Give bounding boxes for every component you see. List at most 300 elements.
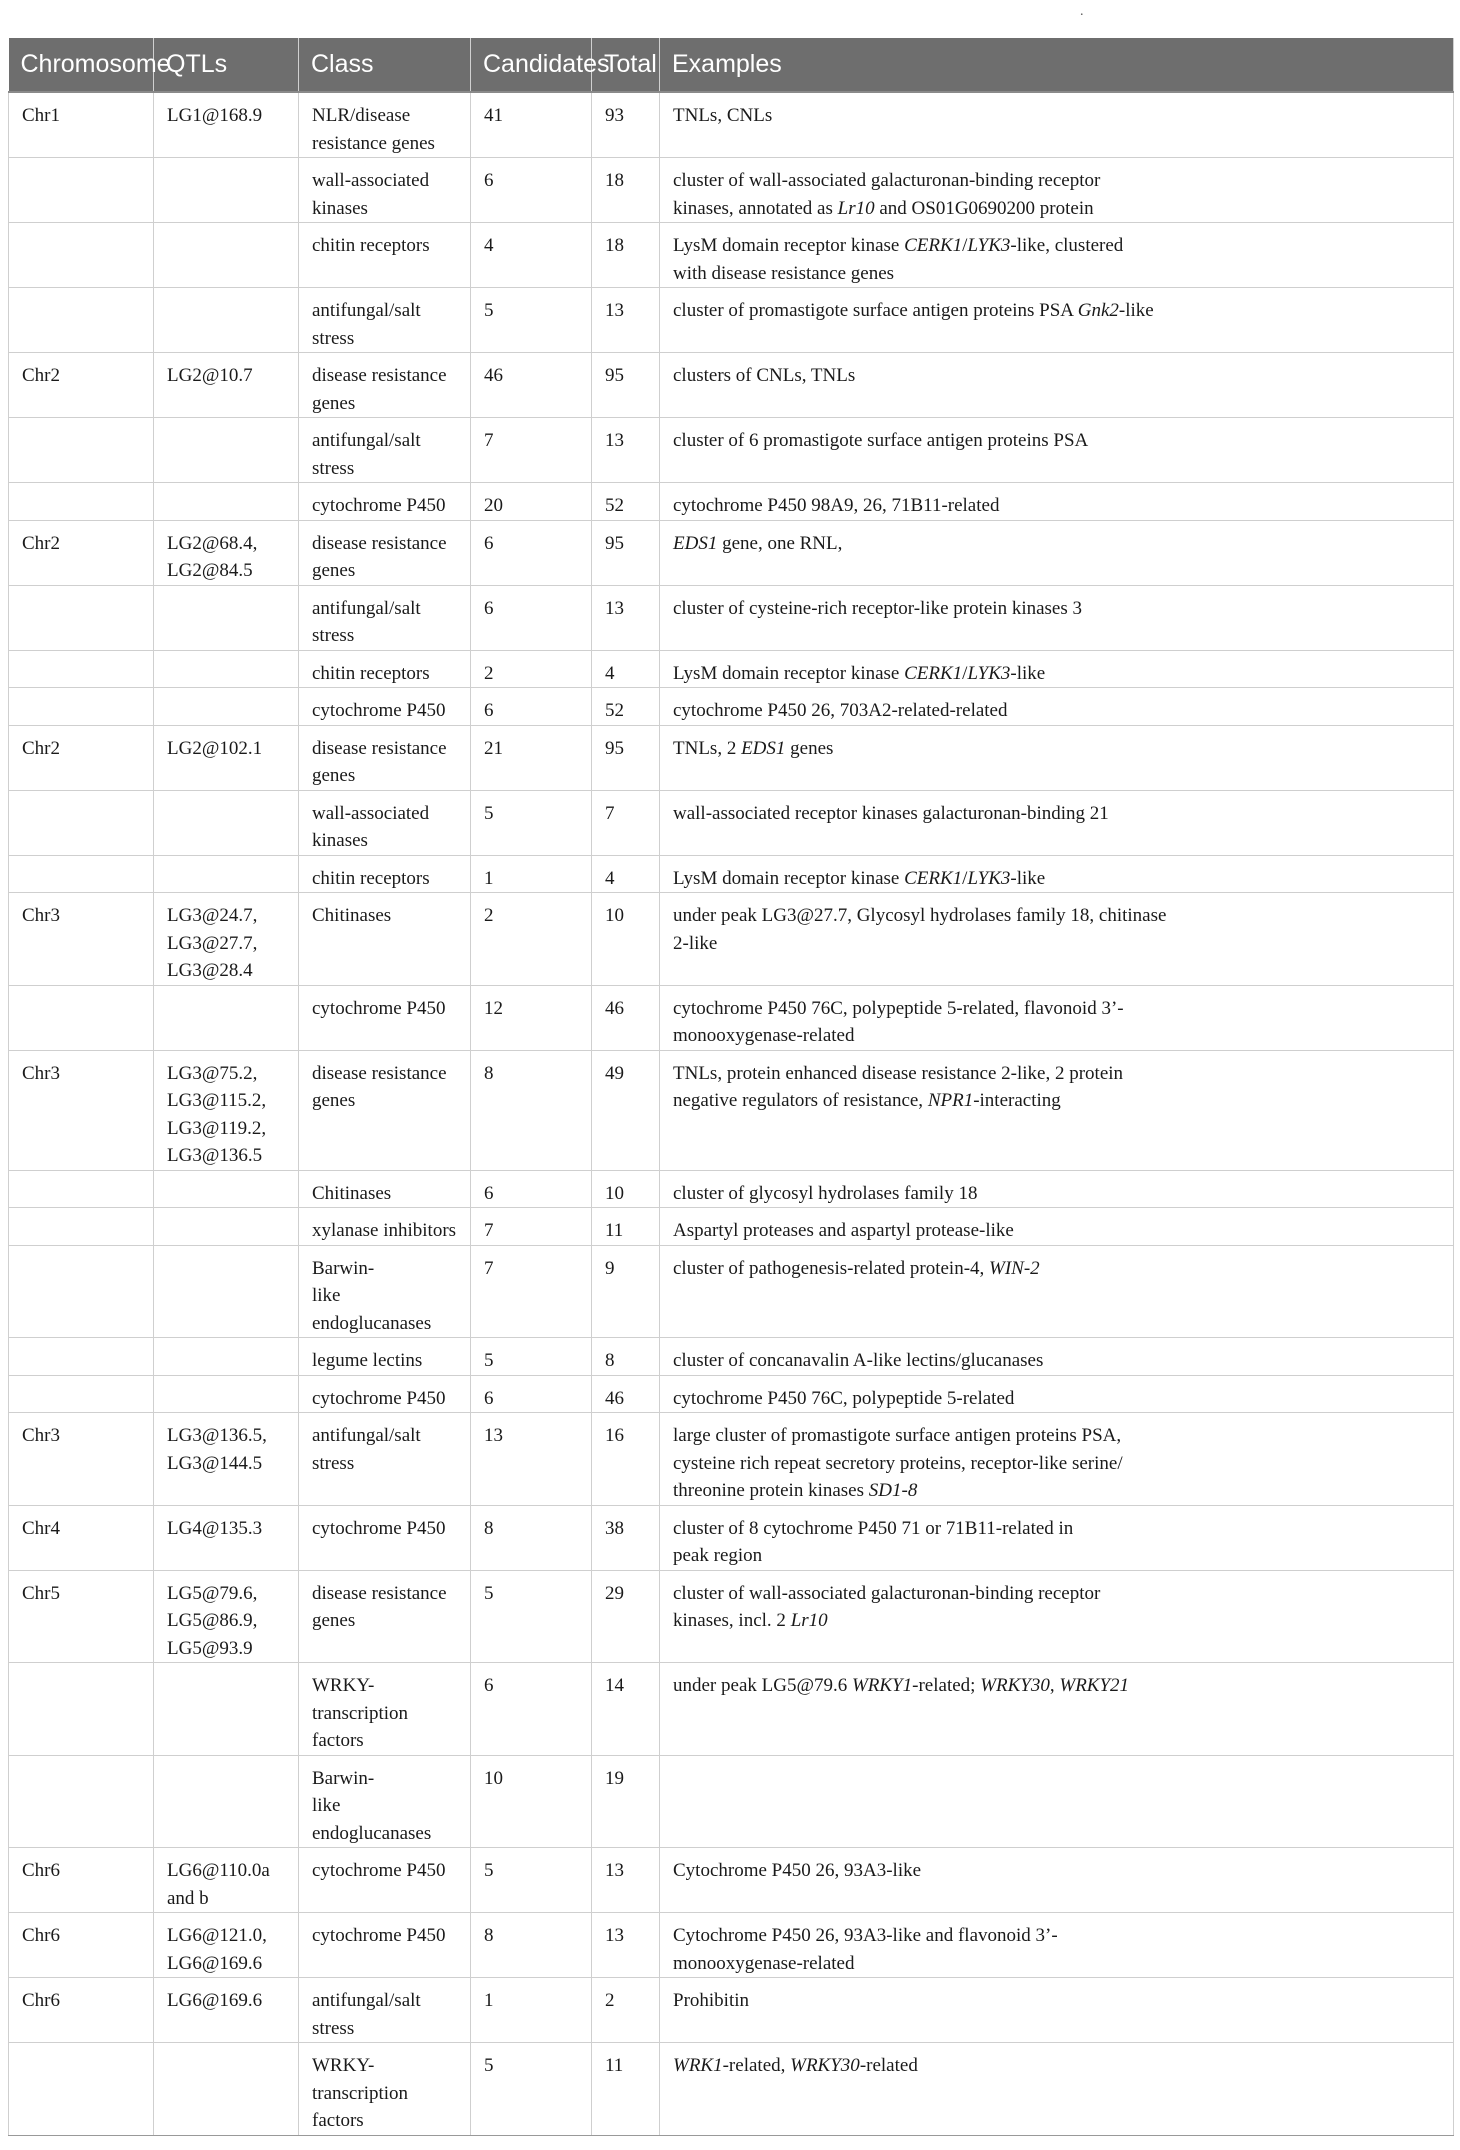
example-text: monooxygenase-related [673,1952,855,1974]
class-cell-line: disease resistance genes [312,737,447,786]
example-text: peak region [673,1545,763,1566]
qtl-cell [154,483,299,521]
example-text: cluster of promastigote surface antigen proteins PSA [673,300,1078,321]
class-cell [299,1755,471,1848]
example-text: -like [1010,662,1046,684]
candidates-cell: 6 [471,1375,592,1413]
examples-cell [660,418,1454,483]
examples-cell [660,1208,1454,1246]
candidates-cell: 5 [471,1338,592,1376]
examples-cell [660,1413,1454,1506]
total-cell: 16 [592,1413,660,1506]
example-text: cytochrome P450 76C, polypeptide 5-related [673,1387,1015,1409]
gene-name: NPR1 [927,1090,974,1111]
example-text: cluster of 6 promastigote surface antigen proteins PSA [673,430,1089,451]
total-cell: 18 [592,223,660,288]
total-cell: 4 [592,855,660,893]
qtl-cell-line: LG3@136.5 [167,1145,263,1166]
total-cell: 13 [592,1913,660,1978]
qtl-cell [154,520,299,585]
chromosome-cell: Chr6 [9,1978,154,2043]
chromosome-cell [9,1170,154,1208]
table-row [9,985,1454,1050]
gene-name: CERK1 [904,235,963,256]
qtl-cell [154,1913,299,1978]
class-cell [299,1978,471,2043]
example-text: large cluster of promastigote surface antigen proteins PSA, [673,1425,1122,1446]
qtl-cell [154,288,299,353]
qtl-cell [154,1663,299,1756]
example-text: monooxygenase-related [673,1025,855,1046]
gene-name: SD1-8 [868,1480,918,1501]
class-cell-line: antifungal/salt stress [312,300,421,349]
gene-name: LYK3 [967,662,1011,684]
candidates-cell: 46 [471,353,592,418]
total-cell: 18 [592,158,660,223]
class-cell [299,725,471,790]
gene-name: LYK3 [967,235,1011,256]
table-row [9,1245,1454,1338]
total-cell: 8 [592,1338,660,1376]
chromosome-cell [9,650,154,688]
candidates-cell: 6 [471,1663,592,1756]
gene-name: CERK1 [904,867,963,889]
example-text: kinases, annotated as [673,197,838,219]
total-cell: 95 [592,725,660,790]
example-text: Cytochrome P450 26, 93A3-like and flavonoid 3’- [673,1925,1058,1946]
table-row [9,1848,1454,1913]
table-row [9,585,1454,650]
example-text: / [962,235,968,256]
examples-cell [660,585,1454,650]
chromosome-cell [9,158,154,223]
candidates-cell: 6 [471,1170,592,1208]
class-cell-line: disease resistance genes [312,365,447,414]
chromosome-cell [9,1245,154,1338]
example-text: under peak LG5@79.6 [673,1675,852,1696]
class-cell-line: xylanase inhibitors [312,1220,457,1241]
example-text: kinases, incl. 2 [673,1610,791,1631]
examples-cell [660,790,1454,855]
class-cell [299,1505,471,1570]
chromosome-cell: Chr6 [9,1913,154,1978]
examples-cell [660,855,1454,893]
candidates-cell: 10 [471,1755,592,1848]
chromosome-cell [9,223,154,288]
class-cell [299,650,471,688]
class-cell-line: like endoglucanases [312,1285,432,1334]
qtl-cell [154,855,299,893]
example-text: gene, one RNL, [717,532,843,554]
table-row [9,158,1454,223]
examples-cell [660,1848,1454,1913]
class-cell-line: disease resistance genes [312,1062,447,1111]
qtl-cell [154,790,299,855]
total-cell: 11 [592,1208,660,1246]
class-cell-line: WRKY- [312,2055,375,2076]
example-text: with disease resistance genes [673,262,895,284]
total-cell: 13 [592,1848,660,1913]
candidates-cell: 5 [471,1570,592,1663]
candidates-cell: 41 [471,92,592,158]
example-text: -related; [912,1675,981,1696]
header-row [9,38,1454,92]
class-cell-line: transcription factors [312,1702,409,1751]
example-text: LysM domain receptor kinase [673,662,905,684]
total-cell: 29 [592,1570,660,1663]
qtl-cell-line: LG5@86.9, [167,1610,258,1631]
examples-cell [660,1338,1454,1376]
qtl-cell [154,1208,299,1246]
examples-cell [660,483,1454,521]
table-row [9,1913,1454,1978]
example-text: LysM domain receptor kinase [673,867,905,889]
class-cell [299,1570,471,1663]
qtl-cell [154,1050,299,1170]
table-row [9,1570,1454,1663]
table-row [9,1338,1454,1376]
qtl-cell-line: LG2@84.5 [167,560,253,581]
class-cell-line: antifungal/salt stress [312,430,421,479]
total-cell: 46 [592,985,660,1050]
candidates-cell: 7 [471,1245,592,1338]
candidates-cell: 6 [471,688,592,726]
qtl-cell [154,1338,299,1376]
gene-name: CERK1 [904,662,963,684]
total-cell: 52 [592,688,660,726]
class-cell-line: cytochrome P450 [312,1517,446,1539]
qtl-cell-line: LG5@79.6, [167,1582,258,1604]
qtl-cell-line: LG3@27.7, [167,932,258,954]
header-total: Total [592,38,660,92]
qtl-cell [154,650,299,688]
class-cell-line: WRKY- [312,1675,375,1696]
table-row [9,855,1454,893]
class-cell [299,353,471,418]
table-row [9,1413,1454,1506]
examples-cell [660,353,1454,418]
chromosome-cell [9,1338,154,1376]
qtl-cell [154,223,299,288]
example-text: TNLs, 2 [673,737,742,759]
candidates-cell: 20 [471,483,592,521]
class-cell [299,158,471,223]
example-text: cluster of glycosyl hydrolases family 18 [673,1182,978,1204]
qtl-cell [154,1570,299,1663]
total-cell: 14 [592,1663,660,1756]
class-cell-line: cytochrome P450 [312,700,446,721]
class-cell [299,92,471,158]
class-cell-line: disease resistance genes [312,1582,447,1631]
examples-cell [660,288,1454,353]
chromosome-cell: Chr6 [9,1848,154,1913]
examples-cell [660,1245,1454,1338]
qtl-cell-line: LG3@24.7, [167,905,258,926]
example-text: cluster of pathogenesis-related protein-4, [673,1257,990,1279]
example-text: -like [1010,867,1046,889]
qtl-cell-line: LG3@136.5, [167,1425,267,1446]
class-cell [299,893,471,986]
qtl-cell [154,893,299,986]
example-text: 2-like [673,932,718,954]
class-cell [299,1050,471,1170]
examples-cell [660,158,1454,223]
chromosome-cell [9,288,154,353]
candidates-cell: 5 [471,1848,592,1913]
class-cell-line: antifungal/salt stress [312,1425,421,1474]
class-cell [299,1375,471,1413]
total-cell: 10 [592,893,660,986]
candidates-cell: 6 [471,158,592,223]
qtl-cell [154,688,299,726]
chromosome-cell [9,585,154,650]
example-text: clusters of CNLs, TNLs [673,365,856,386]
example-text: TNLs, protein enhanced disease resistance 2-like, 2 protein [673,1062,1124,1084]
total-cell: 52 [592,483,660,521]
table-row [9,288,1454,353]
example-text: and OS01G0690200 protein [874,197,1094,219]
total-cell: 13 [592,288,660,353]
class-cell-line: transcription factors [312,2082,409,2131]
qtl-cell [154,1755,299,1848]
chromosome-cell [9,855,154,893]
class-cell [299,688,471,726]
examples-cell [660,650,1454,688]
qtl-cell [154,1505,299,1570]
qtl-cell-line: LG2@10.7 [167,365,253,386]
examples-cell [660,520,1454,585]
example-text: / [962,867,968,889]
qtl-cell-line: LG3@28.4 [167,960,253,981]
class-cell [299,1245,471,1338]
candidates-cell: 2 [471,893,592,986]
chromosome-cell: Chr2 [9,520,154,585]
gene-name: Lr10 [837,197,875,219]
total-cell: 38 [592,1505,660,1570]
example-text: Aspartyl proteases and aspartyl protease-like [673,1220,1014,1241]
header-qtls: QTLs [154,38,299,92]
class-cell [299,1170,471,1208]
qtl-cell [154,1375,299,1413]
candidates-cell: 13 [471,1413,592,1506]
class-cell-line: wall-associated kinases [312,170,430,219]
candidates-cell: 6 [471,520,592,585]
example-text: TNLs, CNLs [673,105,773,126]
table-row [9,353,1454,418]
examples-cell [660,1913,1454,1978]
total-cell: 49 [592,1050,660,1170]
table-row [9,483,1454,521]
example-text: -related [859,2055,918,2076]
table-row [9,2043,1454,2136]
chromosome-cell [9,985,154,1050]
table-row [9,520,1454,585]
chromosome-cell [9,1208,154,1246]
table-row [9,688,1454,726]
example-text: wall-associated receptor kinases galacturonan-binding 21 [673,802,1109,824]
candidates-cell: 8 [471,1505,592,1570]
class-cell-line: NLR/disease [312,105,411,126]
class-cell-line: disease resistance genes [312,532,447,581]
gene-name: WRKY21 [1059,1675,1130,1696]
class-cell-line: cytochrome P450 [312,1387,446,1409]
example-text: cytochrome P450 98A9, 26, 71B11-related [673,495,1000,516]
total-cell: 95 [592,353,660,418]
candidates-cell: 4 [471,223,592,288]
total-cell: 9 [592,1245,660,1338]
examples-cell [660,2043,1454,2136]
example-text: cytochrome P450 26, 703A2-related-related [673,700,1008,721]
gene-name: Lr10 [790,1610,828,1631]
table-row [9,1208,1454,1246]
class-cell-line: chitin receptors [312,235,430,256]
total-cell: 13 [592,418,660,483]
qtl-cell-line: LG6@121.0, [167,1925,267,1946]
qtl-cell [154,1245,299,1338]
table-row [9,1375,1454,1413]
example-text: cluster of concanavalin A-like lectins/glucanases [673,1350,1044,1371]
table-row [9,1663,1454,1756]
chromosome-cell: Chr5 [9,1570,154,1663]
qtl-cell [154,1170,299,1208]
gene-name: Gnk2 [1077,300,1119,321]
examples-cell [660,893,1454,986]
class-cell [299,985,471,1050]
header-chromosome: Chromosome [9,38,154,92]
candidates-cell: 7 [471,418,592,483]
class-cell [299,855,471,893]
candidates-cell: 5 [471,288,592,353]
class-cell-line: like endoglucanases [312,1795,432,1844]
chromosome-cell: Chr3 [9,1413,154,1506]
total-cell: 7 [592,790,660,855]
class-cell-line: cytochrome P450 [312,1925,446,1946]
example-text: / [962,662,968,684]
total-cell: 10 [592,1170,660,1208]
total-cell: 11 [592,2043,660,2136]
table-row [9,790,1454,855]
examples-cell [660,223,1454,288]
class-cell [299,223,471,288]
example-text: cytochrome P450 76C, polypeptide 5-related, flavonoid 3’- [673,997,1124,1019]
example-text: -like, clustered [1010,235,1124,256]
table-row [9,725,1454,790]
qtl-cell-line: LG6@110.0a and b [167,1860,270,1909]
example-text: under peak LG3@27.7, Glycosyl hydrolases family 18, chitinase [673,905,1167,926]
class-cell-line: Barwin- [312,1257,375,1279]
examples-cell [660,1978,1454,2043]
examples-cell [660,1505,1454,1570]
example-text: Prohibitin [673,1990,750,2011]
class-cell-line: legume lectins [312,1350,423,1371]
examples-cell [660,1050,1454,1170]
examples-cell [660,1663,1454,1756]
example-text: -related, [722,2055,791,2076]
chromosome-cell: Chr1 [9,92,154,158]
candidates-cell: 8 [471,1050,592,1170]
chromosome-cell: Chr3 [9,893,154,986]
class-cell [299,418,471,483]
table-row [9,1050,1454,1170]
qtl-cell [154,353,299,418]
class-cell-line: antifungal/salt stress [312,1990,421,2039]
header-class: Class [299,38,471,92]
total-cell: 13 [592,585,660,650]
header-examples: Examples [660,38,1454,92]
total-cell: 93 [592,92,660,158]
total-cell: 46 [592,1375,660,1413]
gene-name: LYK3 [967,867,1011,889]
examples-cell [660,688,1454,726]
class-cell [299,288,471,353]
candidate-genes-table [8,38,1454,2136]
examples-cell [660,985,1454,1050]
examples-cell [660,1170,1454,1208]
examples-cell [660,1375,1454,1413]
chromosome-cell [9,1663,154,1756]
class-cell [299,1848,471,1913]
chromosome-cell: Chr3 [9,1050,154,1170]
candidates-cell: 12 [471,985,592,1050]
gene-name: WRKY30 [980,1675,1050,1696]
table-row [9,92,1454,158]
qtl-cell [154,1413,299,1506]
qtl-cell [154,1978,299,2043]
class-cell-line: chitin receptors [312,662,430,684]
qtl-cell [154,158,299,223]
example-text: cysteine rich repeat secretory proteins, receptor-like serine/ [673,1452,1123,1474]
table-row [9,893,1454,986]
gene-name: EDS1 [673,532,718,554]
qtl-cell [154,985,299,1050]
gene-name: EDS1 [741,737,786,759]
qtl-cell-line: LG1@168.9 [167,105,263,126]
total-cell: 4 [592,650,660,688]
example-text: cluster of wall-associated galacturonan-binding receptor [673,1582,1101,1604]
qtl-cell-line: LG4@135.3 [167,1517,263,1539]
candidates-cell: 2 [471,650,592,688]
chromosome-cell: Chr2 [9,725,154,790]
table-row [9,223,1454,288]
chromosome-cell [9,2043,154,2136]
class-cell [299,585,471,650]
examples-cell [660,725,1454,790]
gene-name: WIN-2 [989,1257,1040,1279]
candidates-cell: 1 [471,1978,592,2043]
candidates-cell: 5 [471,790,592,855]
table-row [9,1170,1454,1208]
example-text: -interacting [973,1090,1061,1111]
total-cell: 95 [592,520,660,585]
qtl-cell [154,1848,299,1913]
qtl-cell-line: LG6@169.6 [167,1952,263,1974]
class-cell [299,1338,471,1376]
qtl-cell [154,2043,299,2136]
qtl-cell-line: LG3@75.2, [167,1062,258,1084]
gene-name: WRKY1 [851,1675,913,1696]
class-cell-line: cytochrome P450 [312,997,446,1019]
class-cell [299,790,471,855]
class-cell-line: wall-associated kinases [312,802,430,851]
qtl-cell-line: LG2@68.4, [167,532,258,554]
class-cell [299,1413,471,1506]
qtl-cell-line: LG3@119.2, [167,1117,267,1139]
example-text: cluster of wall-associated galacturonan-binding receptor [673,170,1101,191]
qtl-cell-line: LG6@169.6 [167,1990,263,2011]
class-cell [299,483,471,521]
class-cell-line: antifungal/salt stress [312,597,421,646]
qtl-cell [154,92,299,158]
